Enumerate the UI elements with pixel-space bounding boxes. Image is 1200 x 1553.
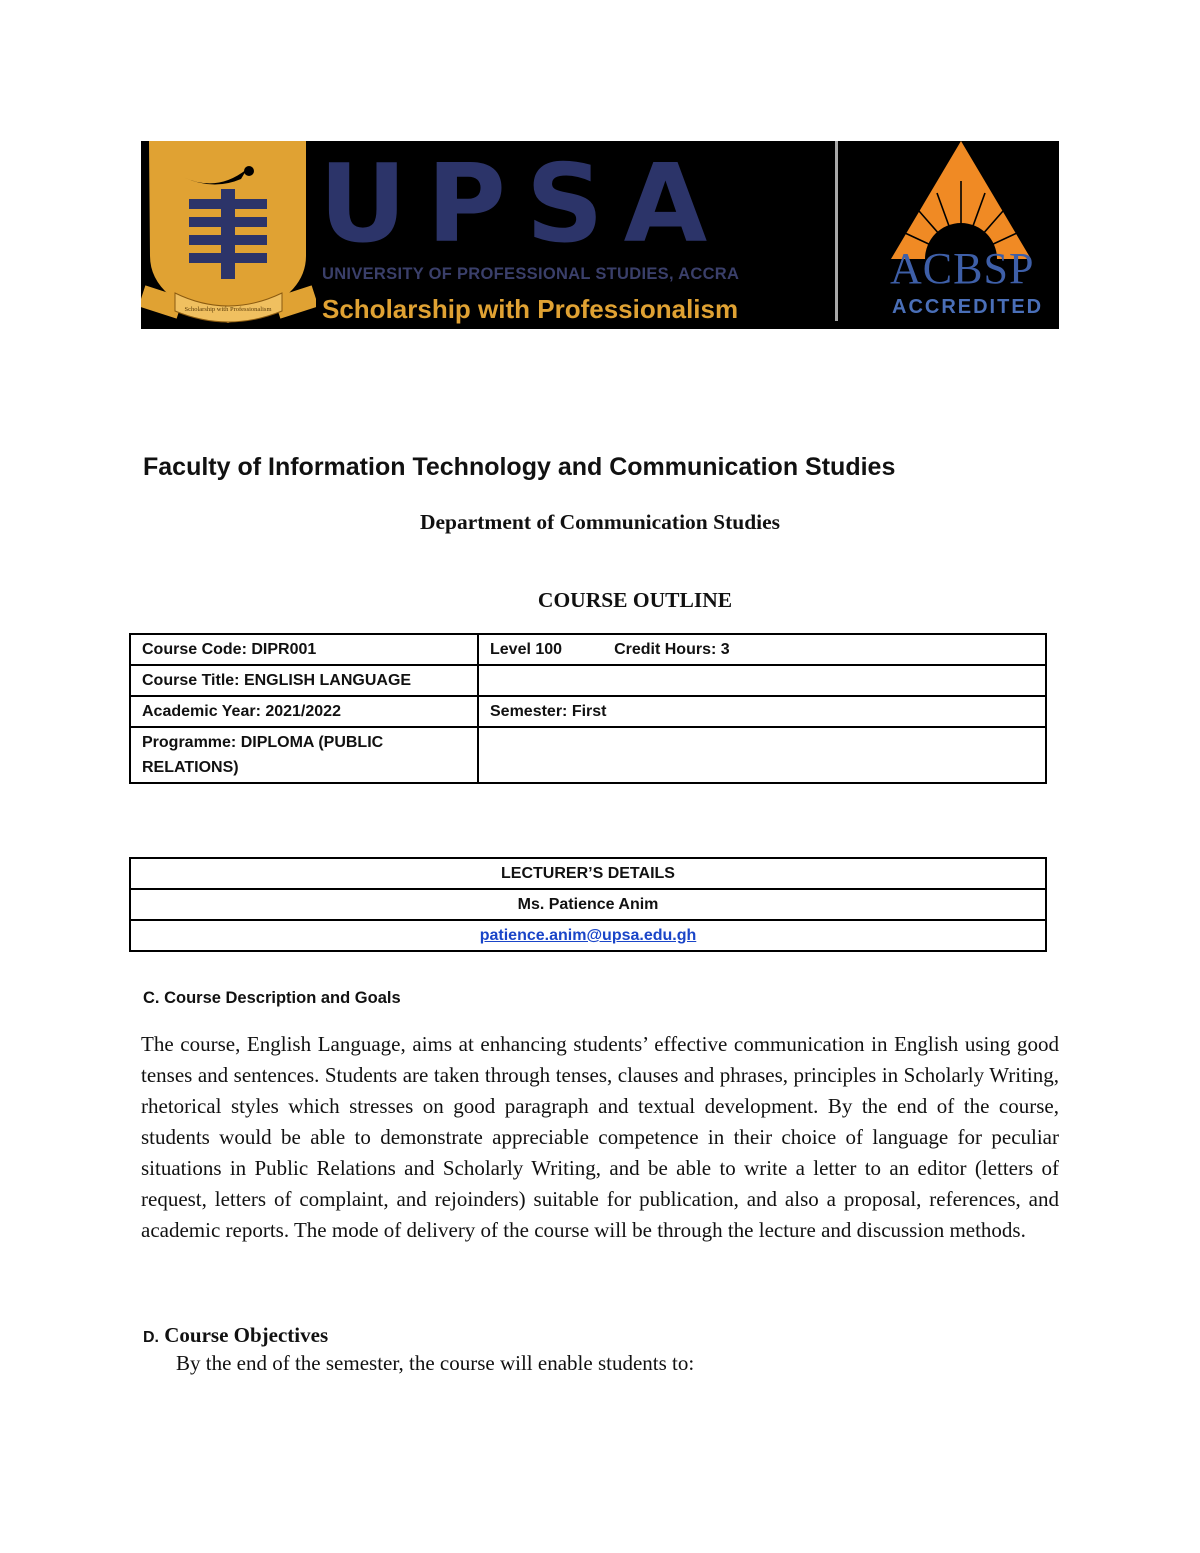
section-c-heading: C. Course Description and Goals — [143, 989, 401, 1007]
level-label: Level 100 — [490, 641, 563, 658]
empty-cell — [478, 727, 1046, 783]
upsa-logo-word: UPSA — [319, 142, 728, 267]
academic-year-cell: Academic Year: 2021/2022 — [130, 696, 478, 727]
course-info-table — [129, 633, 1047, 784]
table-row — [130, 634, 1046, 665]
table-row — [130, 858, 1046, 889]
university-name: UNIVERSITY OF PROFESSIONAL STUDIES, ACCRA — [322, 265, 740, 283]
programme-line-2: RELATIONS) — [142, 759, 239, 776]
lecturer-heading-cell: LECTURER’S DETAILS — [130, 858, 1046, 889]
programme-line-1: Programme: DIPLOMA (PUBLIC — [142, 734, 384, 751]
table-row — [130, 696, 1046, 727]
course-title-cell: Course Title: ENGLISH LANGUAGE — [130, 665, 478, 696]
lecturer-email-link[interactable]: patience.anim@upsa.edu.gh — [479, 927, 697, 944]
course-code-cell: Course Code: DIPR001 — [130, 634, 478, 665]
banner-divider — [835, 141, 838, 321]
credit-hours-label: Credit Hours: 3 — [614, 641, 730, 658]
faculty-heading: Faculty of Information Technology and Communication Studies — [143, 453, 896, 481]
semester-cell: Semester: First — [478, 696, 1046, 727]
university-banner — [141, 141, 1059, 329]
objectives-intro: By the end of the semester, the course will enable students to: — [176, 1351, 695, 1375]
table-row — [130, 727, 1046, 783]
accredited-label: ACCREDITED — [892, 296, 1044, 318]
course-description-paragraph: The course, English Language, aims at enhancing students’ effective communication in English using good tenses and sentences. Students are taken through tenses, clauses and phrases, principles in Scholarly Writing, rhetorical styles which stresses on good paragraph and textual development. By the end of the course, students would be able to demonstrate appreciable competence in their choice of language for peculiar situations in Public Relations and Scholarly Writing, and be able to write a letter to an editor (letters of request, letters of complaint, and rejoinders) suitable for publication, and also a proposal, references, and academic reports. The mode of delivery of the course will be through the lecture and discussion methods. — [141, 1032, 1059, 1242]
empty-cell — [478, 665, 1046, 696]
course-outline-title: COURSE OUTLINE — [537, 588, 733, 612]
university-motto: Scholarship with Professionalism — [322, 294, 739, 324]
acbsp-sunburst-icon — [881, 141, 1041, 261]
table-row — [130, 889, 1046, 920]
table-row — [130, 665, 1046, 696]
lecturer-name-cell: Ms. Patience Anim — [130, 889, 1046, 920]
crest-ribbon-text: Scholarship with Professionalism — [184, 306, 272, 313]
department-heading: Department of Communication Studies — [419, 510, 781, 534]
programme-cell — [130, 727, 478, 783]
section-d-letter: D. — [143, 1329, 159, 1346]
lecturer-email-cell — [130, 920, 1046, 951]
section-d-title: Course Objectives — [164, 1323, 329, 1347]
acbsp-logo-word: ACBSP — [890, 244, 1035, 293]
upsa-crest-icon — [141, 141, 316, 329]
lecturer-details-table — [129, 857, 1047, 952]
table-row — [130, 920, 1046, 951]
level-credit-cell — [478, 634, 1046, 665]
section-d-heading — [143, 1323, 328, 1348]
